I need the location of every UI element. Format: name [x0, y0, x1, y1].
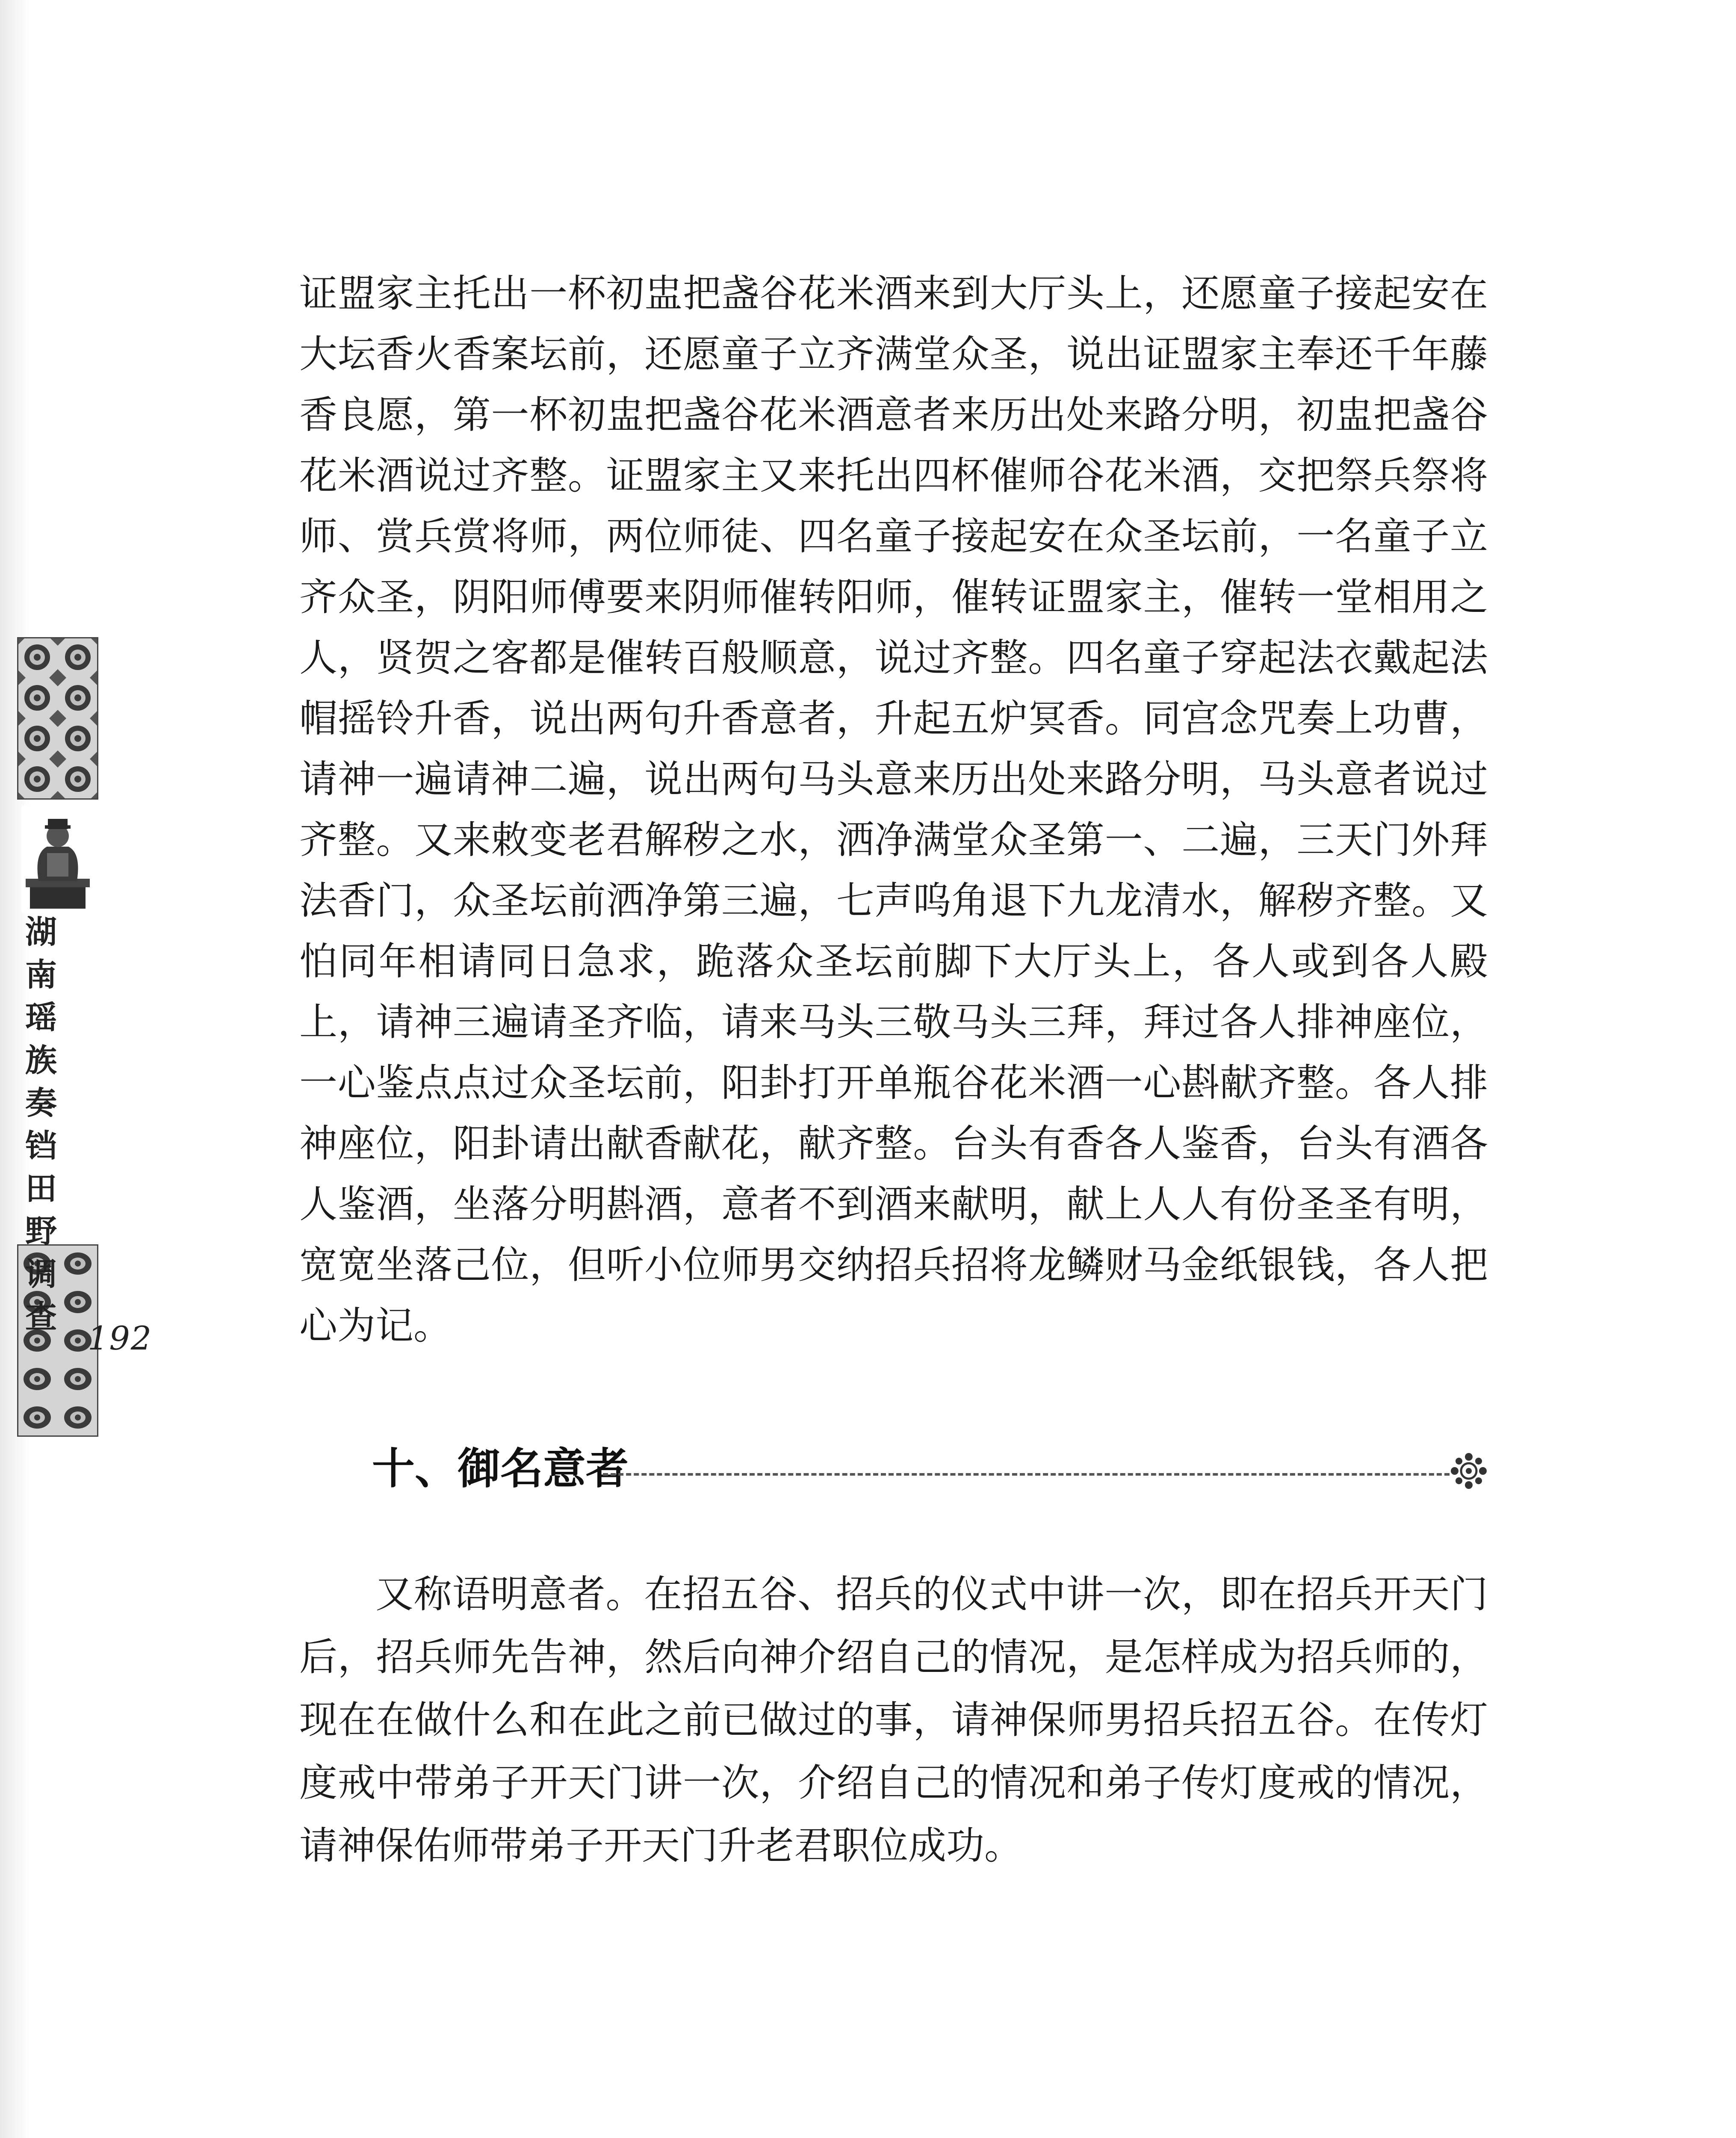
heading-dashed-rule [603, 1473, 1450, 1476]
section-paragraph: 又称语明意者。在招五谷、招兵的仪式中讲一次，即在招兵开天门后，招兵师先告神，然后向神介绍自己的情况，是怎样成为招兵师的，现在在做什么和在此之前已做过的事，请神保师男招兵招五谷。在传灯度戒中带弟子开天门讲一次，介绍自己的情况和弟子传灯度戒的情况，请神保佑师带弟子开天门升老君职位成功。 [299, 1572, 1488, 1868]
body-paragraph: 证盟家主托出一杯初盅把盏谷花米酒来到大厅头上，还愿童子接起安在大坛香火香案坛前，还愿童子立齐满堂众圣，说出证盟家主奉还千年藤香良愿，第一杯初盅把盏谷花米酒意者来历出处来路分明，初盅把盏谷花米酒说过齐整。证盟家主又来托出四杯催师谷花米酒，交把祭兵祭将师、赏兵赏将师，两位师徒、四名童子接起安在众圣坛前，一名童子立齐众圣，阴阳师傅要来阴师催转阳师，催转证盟家主，催转一堂相用之人，贤贺之客都是催转百般顺意，说过齐整。四名童子穿起法衣戴起法帽摇铃升香，说出两句升香意者，升起五炉冥香。同宫念咒奏上功曹，请神一遍请神二遍，说出两句马头意来历出处来路分明，马头意者说过齐整。又来敕变老君解秽之水，洒净满堂众圣第一、二遍，三天门外拜法香门，众圣坛前洒净第三遍，七声呜角退下九龙清水，解秽齐整。又怕同年相请同日急求，跪落众圣坛前脚下大厅头上，各人或到各人殿上，请神三遍请圣齐临，请来马头三敬马头三拜，拜过各人排神座位，一心鉴点点过众圣坛前，阳卦打开单瓶谷花米酒一心斟献齐整。各人排神座位，阳卦请出献香献花，献齐整。台头有香各人鉴香，台头有酒各人鉴酒，坐落分明斟酒，意者不到酒来献明，献上人人有份圣圣有明，宽宽坐落己位，但听小位师男交纳招兵招将龙鳞财马金纸银钱，各人把心为记。 [299, 271, 1488, 1348]
page-number: 192 [88, 1319, 153, 1357]
section-heading [372, 1439, 1488, 1499]
book-title-char: 奏 [25, 1085, 57, 1122]
book-title-vertical [15, 911, 67, 1338]
section-text [299, 1563, 1488, 1877]
book-title-char: 南 [25, 957, 57, 993]
flower-icon [1450, 1452, 1488, 1490]
book-title-char: 查 [25, 1299, 57, 1335]
book-title-char: 瑶 [25, 999, 57, 1036]
book-title-char: 野 [25, 1213, 57, 1250]
lotus-pattern-ornament-icon [17, 637, 98, 800]
seated-deity-statue-icon [21, 806, 94, 913]
body-text [299, 263, 1488, 1356]
book-title-char: 调 [25, 1256, 57, 1293]
book-title-char: 湖 [25, 914, 57, 951]
section-title: 十、御名意者 [372, 1444, 629, 1494]
book-title-char: 田 [25, 1170, 57, 1207]
book-title-char: 铛 [25, 1128, 57, 1164]
book-title-char: 族 [25, 1042, 57, 1079]
